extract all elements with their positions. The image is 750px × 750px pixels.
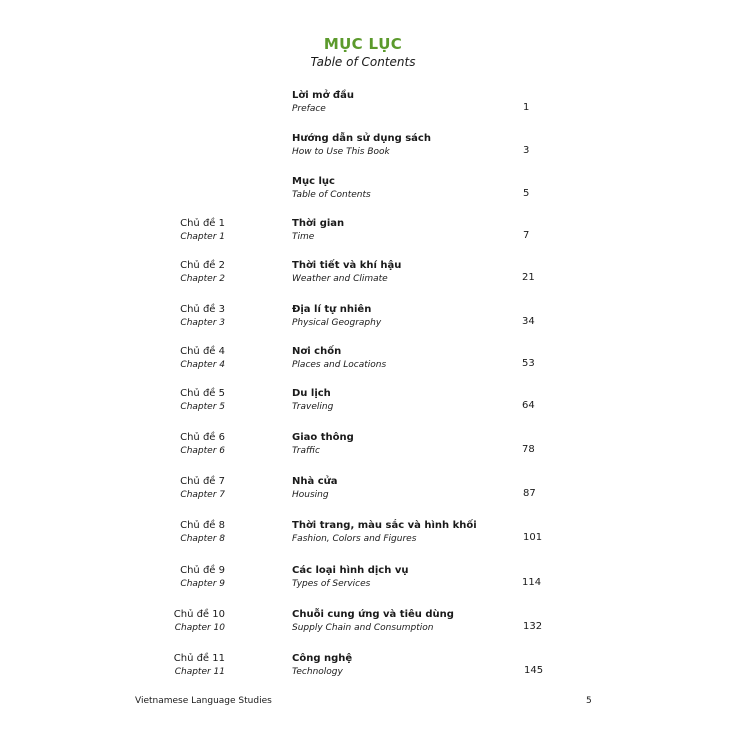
chapter-label: Chủ đề 11 [173,653,225,664]
entry-title: Thời trang, màu sắc và hình khối [292,520,477,531]
entry-title-en: Places and Locations [292,360,387,370]
chapter-label: Chủ đề 5 [180,388,225,399]
toc-entry-chapter-1 [0,217,750,253]
toc-entry-chapter-5 [0,387,750,423]
entry-title-en: Housing [292,490,329,500]
toc-entry-chapter-3 [0,303,750,339]
entry-page: 101 [523,532,543,543]
page-title: MỤC LỤC [323,35,403,53]
toc-entry-chapter-8 [0,519,750,555]
toc-entry-how-to-use [0,132,750,168]
entry-title: Thời tiết và khí hậu [292,260,402,271]
chapter-label-en: Chapter 10 [174,623,225,633]
entry-page: 21 [522,272,535,283]
chapter-label-en: Chapter 1 [180,232,225,242]
entry-page: 132 [523,621,543,632]
toc-entry-chapter-9 [0,564,750,600]
entry-title-en: How to Use This Book [292,147,390,157]
toc-entry-chapter-10 [0,608,750,644]
chapter-label: Chủ đề 9 [180,565,225,576]
entry-page: 114 [522,577,542,588]
entry-title-en: Physical Geography [292,318,382,328]
entry-title: Các loại hình dịch vụ [292,565,409,576]
entry-title-en: Table of Contents [292,190,371,200]
entry-title: Mục lục [292,176,335,187]
toc-entry-chapter-11 [0,652,750,688]
entry-title: Công nghệ [292,653,353,664]
entry-page: 78 [522,444,535,455]
chapter-label-en: Chapter 3 [180,318,225,328]
entry-title-en: Technology [292,667,343,677]
entry-title: Du lịch [292,388,331,399]
entry-title-en: Weather and Climate [292,274,388,284]
entry-page: 64 [522,400,535,411]
entry-title-en: Types of Services [292,579,371,589]
entry-title: Hướng dẫn sử dụng sách [292,133,431,144]
footer-page-number: 5 [586,696,592,706]
entry-page: 5 [523,188,530,199]
entry-page: 87 [523,488,536,499]
entry-page: 53 [522,358,535,369]
toc-entry-chapter-4 [0,345,750,381]
chapter-label-en: Chapter 9 [180,579,225,589]
chapter-label-en: Chapter 5 [180,402,225,412]
chapter-label-en: Chapter 6 [180,446,225,456]
page-subtitle: Table of Contents [310,55,416,69]
entry-page: 7 [523,230,530,241]
footer-book-name: Vietnamese Language Studies [135,696,272,706]
entry-title: Chuỗi cung ứng và tiêu dùng [292,609,454,620]
chapter-label: Chủ đề 10 [173,609,225,620]
entry-title-en: Time [292,232,315,242]
entry-title: Giao thông [292,432,354,443]
toc-entry-chapter-6 [0,431,750,467]
chapter-label-en: Chapter 8 [180,534,225,544]
entry-page: 145 [524,665,544,676]
entry-title: Nơi chốn [292,346,342,357]
chapter-label-en: Chapter 2 [180,274,225,284]
chapter-label: Chủ đề 3 [180,304,225,315]
entry-title: Lời mở đầu [292,90,354,101]
chapter-label: Chủ đề 8 [180,520,225,531]
entry-title-en: Supply Chain and Consumption [292,623,434,633]
toc-entry-chapter-7 [0,475,750,511]
entry-page: 3 [523,145,530,156]
chapter-label: Chủ đề 4 [180,346,225,357]
entry-title-en: Traffic [292,446,320,456]
chapter-label: Chủ đề 7 [180,476,225,487]
chapter-label: Chủ đề 2 [180,260,225,271]
entry-page: 34 [522,316,535,327]
entry-title-en: Traveling [292,402,334,412]
toc-entry-preface [0,89,750,125]
entry-title-en: Fashion, Colors and Figures [292,534,417,544]
entry-title: Thời gian [292,218,345,229]
toc-entry-table-of-contents [0,175,750,211]
entry-title: Nhà cửa [292,476,338,487]
toc-entry-chapter-2 [0,259,750,295]
chapter-label-en: Chapter 4 [180,360,225,370]
entry-page: 1 [523,102,530,113]
chapter-label-en: Chapter 11 [174,667,225,677]
chapter-label: Chủ đề 6 [180,432,225,443]
chapter-label-en: Chapter 7 [180,490,225,500]
entry-title: Địa lí tự nhiên [292,304,372,315]
entry-title-en: Preface [292,104,326,114]
chapter-label: Chủ đề 1 [180,218,225,229]
